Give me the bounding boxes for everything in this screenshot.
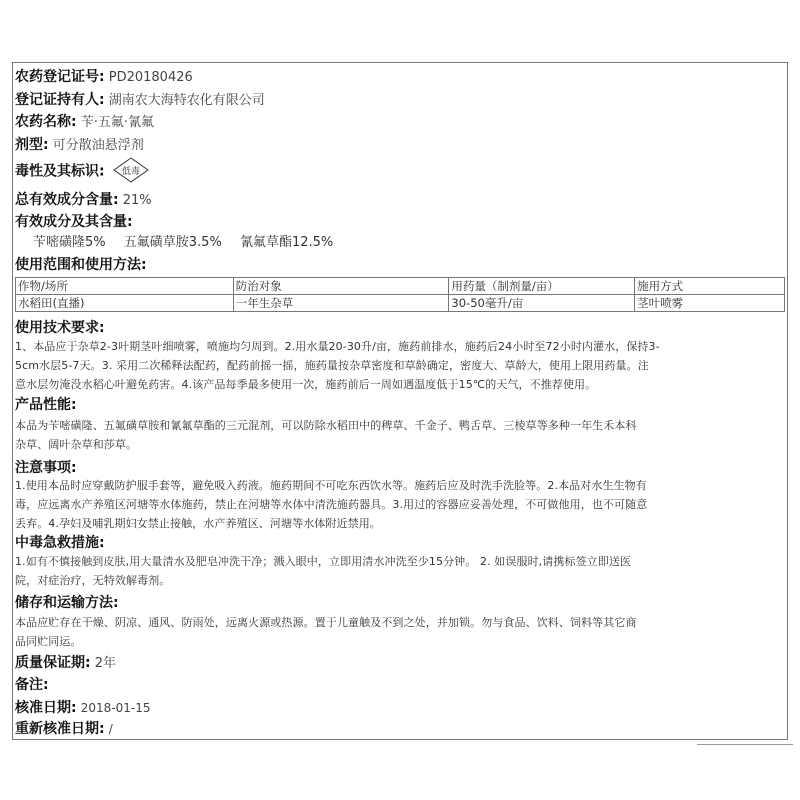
holder-value: 湖南农大海特农化有限公司 <box>108 93 265 108</box>
reg-no-row <box>15 68 193 87</box>
table-header-cell: 施用方式 <box>635 278 785 295</box>
table-cell: 茎叶喷雾 <box>635 295 785 312</box>
registration-document <box>12 62 788 740</box>
performance-label: 产品性能: <box>15 397 77 413</box>
storage-label: 储存和运输方法: <box>15 595 119 611</box>
remarks-label: 备注: <box>15 677 49 693</box>
table-row <box>16 295 785 312</box>
paragraph-line: 杂草、阔叶杂草和莎草。 <box>15 438 138 451</box>
holder-label: 登记证持有人: <box>15 92 105 108</box>
notes-paragraph <box>15 476 785 533</box>
shelf-label: 质量保证期: <box>15 655 91 671</box>
firstaid-label-row <box>15 534 105 553</box>
paragraph-line: 本品应贮存在干燥、阴凉、通风、防雨处，远离火源或热源。置于儿童触及不到之处，并加锁。勿与食品、饮料、饲料等其它商 <box>15 616 637 629</box>
storage-label-row <box>15 594 119 613</box>
paragraph-line: 意水层勿淹没水稻心叶避免药害。4.该产品每季最多使用一次，施药前后一周如遇温度低于15℃的天气，不推荐使用。 <box>15 378 597 391</box>
shelf-value: 2年 <box>94 656 117 671</box>
toxicity-stamp-text: 低毒 <box>121 167 140 177</box>
ingredient-item: 氰氟草酯12.5% <box>239 235 334 250</box>
firstaid-paragraph <box>15 552 785 590</box>
reapprove-label: 重新核准日期: <box>15 721 105 737</box>
ingredients-list <box>33 234 347 252</box>
paragraph-line: 1.使用本品时应穿戴防护服手套等，避免吸入药液。施药期间不可吃东西饮水等。施药后应及时洗手洗脸等。2.本品对水生生物有 <box>15 479 647 492</box>
paragraph-line: 丢弃。4.孕妇及哺乳期妇女禁止接触，水产养殖区、河塘等水体附近禁用。 <box>15 517 381 530</box>
name-label: 农药名称: <box>15 114 77 130</box>
holder-row <box>15 91 265 110</box>
notes-label: 注意事项: <box>15 460 77 476</box>
paragraph-line: 品同贮同运。 <box>15 635 82 648</box>
approve-row <box>15 699 151 718</box>
reapprove-value: / <box>108 722 113 736</box>
approve-label: 核准日期: <box>15 700 77 716</box>
performance-paragraph <box>15 416 785 454</box>
reapprove-row <box>15 720 113 739</box>
paragraph-line: 1.如有不慎接触到皮肤,用大量清水及肥皂冲洗干净；溅入眼中，立即用清水冲洗至少15分钟。 2. 如误服时,请携标签立即送医 <box>15 555 632 568</box>
toxicity-label: 毒性及其标识: <box>15 163 105 180</box>
remarks-row <box>15 676 49 695</box>
usage-table <box>15 277 785 312</box>
divider <box>697 744 793 745</box>
tech-label-row <box>15 319 105 338</box>
storage-paragraph <box>15 613 785 651</box>
tech-paragraph <box>15 337 785 394</box>
paragraph-line: 5cm水层5-7天。3. 采用二次稀释法配药，配药前摇一摇，施药量按杂草密度和草龄确定，密度大、草龄大，使用上限用药量。注 <box>15 359 649 372</box>
ingredients-label-row <box>15 213 133 232</box>
table-cell: 30-50毫升/亩 <box>449 295 635 312</box>
shelf-row <box>15 654 116 673</box>
firstaid-label: 中毒急救措施: <box>15 535 105 551</box>
formulation-value: 可分散油悬浮剂 <box>52 138 144 153</box>
total-content-label: 总有效成分含量: <box>15 192 119 208</box>
table-cell: 一年生杂草 <box>233 295 449 312</box>
toxicity-row <box>15 159 149 185</box>
low-toxicity-diamond-icon <box>113 157 149 183</box>
table-header-row <box>16 278 785 295</box>
approve-value: 2018-01-15 <box>80 701 151 715</box>
ingredient-item: 五氟磺草胺3.5% <box>123 235 222 250</box>
table-cell: 水稻田(直播) <box>16 295 234 312</box>
total-content-row <box>15 191 152 210</box>
name-value: 苄·五氟·氰氟 <box>80 115 155 130</box>
usage-label: 使用范围和使用方法: <box>15 257 147 273</box>
table-header-cell: 作物/场所 <box>16 278 234 295</box>
ingredient-item: 苄嘧磺隆5% <box>33 235 106 250</box>
paragraph-line: 毒，应远离水产养殖区河塘等水体施药，禁止在河塘等水体中清洗施药器具。3.用过的容器应妥善处理，不可做他用，也不可随意 <box>15 498 648 511</box>
formulation-row <box>15 136 144 155</box>
formulation-label: 剂型: <box>15 137 49 153</box>
paragraph-line: 1、本品应于杂草2-3叶期茎叶细喷雾，喷施均匀周到。2.用水量20-30升/亩，施药前排水，施药后24小时至72小时内灌水，保持3- <box>15 340 660 353</box>
name-row <box>15 113 154 132</box>
table-header-cell: 用药量（制剂量/亩） <box>449 278 635 295</box>
paragraph-line: 院，对症治疗，无特效解毒剂。 <box>15 574 171 587</box>
table-header-cell: 防治对象 <box>233 278 449 295</box>
reg-no-label: 农药登记证号: <box>15 69 105 85</box>
paragraph-line: 本品为苄嘧磺隆、五氟磺草胺和氰氟草酯的三元混剂，可以防除水稻田中的稗草、千金子、鸭舌草、三棱草等多种一年生禾本科 <box>15 419 637 432</box>
performance-label-row <box>15 396 77 415</box>
usage-label-row <box>15 256 147 275</box>
ingredients-label: 有效成分及其含量: <box>15 214 133 230</box>
reg-no-value: PD20180426 <box>108 70 193 85</box>
tech-label: 使用技术要求: <box>15 320 105 336</box>
total-content-value: 21% <box>122 193 152 208</box>
